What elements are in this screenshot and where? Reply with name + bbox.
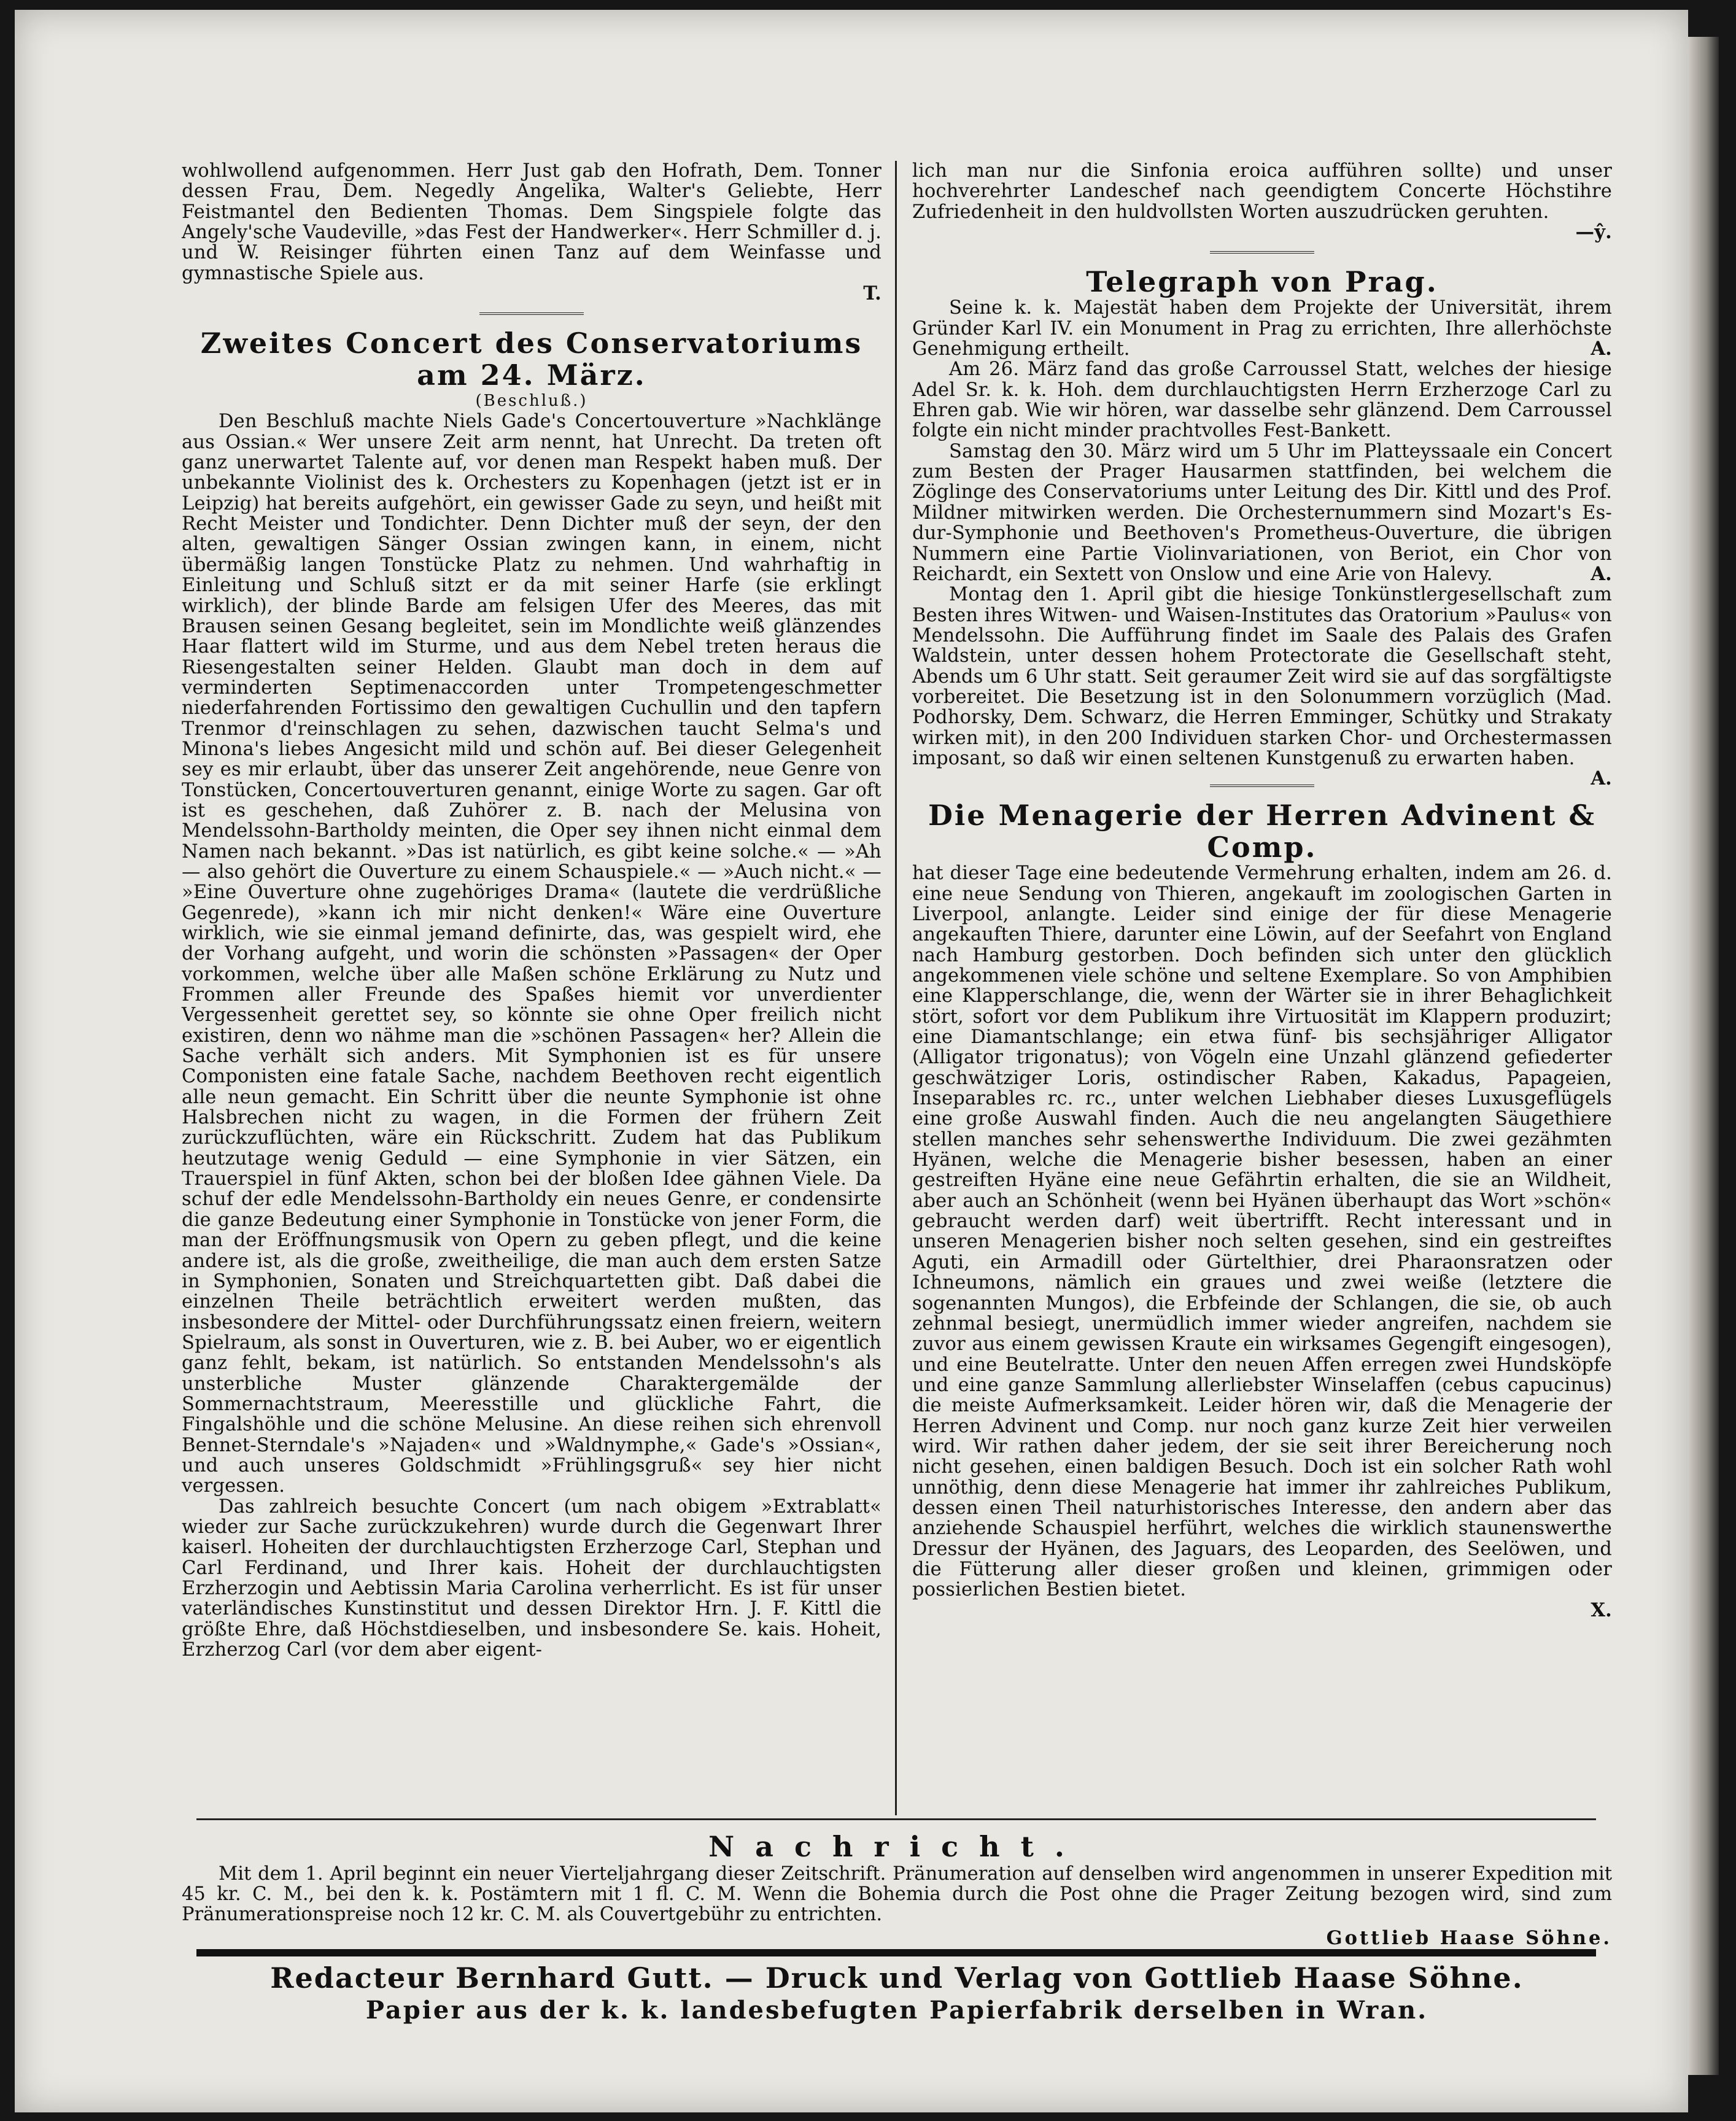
next-page-edge <box>1688 37 1719 2075</box>
notice-text: Mit dem 1. April beginnt ein neuer Vierteljahrgang dieser Zeitschrift. Pränumeration auf denselben wird angenommen in unserer Expedition mit 45 kr. C. M., bei den k. k. Postämtern mit 1 fl. C. M. Wenn die Bohemia durch die Post ohne die Prager Zeitung bezogen wird, sind zum Pränumerationspreise noch 12 kr. C. M. als Couvertgebühr zu entrichten. <box>182 1863 1612 1925</box>
notice-rule <box>196 1818 1596 1820</box>
left-column <box>182 161 882 1660</box>
section-rule <box>1210 251 1314 255</box>
concert-paragraph: Den Beschluß machte Niels Gade's Concertouverture »Nachklänge aus Ossian.« Wer unsere Zeit arm nennt, hat Unrecht. Da treten oft ganz unerwartet Talente auf, vor denen man Respekt haben muß. Der unbekannte Violinist des k. Orchesters zu Kopenhagen (jetzt ist er in Leipzig) hat bereits aufgehört, ein gewisser Gade zu seyn, und heißt mit Recht Meister und Tondichter. Denn Dichter muß der seyn, der den alten, gewaltigen Sänger Ossian zwingen kann, in einem, nicht übermäßig langen Tonstücke Platz zu nehmen. Und wahrhaftig in Einleitung und Schluß sitzt er da mit seiner Harfe (sie erklingt wirklich), der blinde Barde am felsigen Ufer des Meeres, das mit Brausen seinen Gesang begleitet, sein im Mondlichte weiß glänzendes Haar flattert wild im Sturme, und aus dem Nebel treten heraus die Riesengestalten seiner Helden. Glaubt man doch in dem auf verminderten Septimenaccorden unter Trompetengeschmetter niederfahrenden Fortissimo den gewaltigen Cuchullin und den tapfern Trenmor d'reinschlagen zu sehen, dazwischen taucht Selma's und Minona's liebes Angesicht mild und schön auf. Bei dieser Gelegenheit sey es mir erlaubt, über das unserer Zeit angehörende, neue Genre von Tonstücken, Concertouverturen genannt, einige Worte zu sagen. Gar oft ist es geschehen, daß Zuhörer z. B. nach der Melusina von Mendelssohn-Bartholdy meinten, die Oper sey ihnen nicht einmal dem Namen nach bekannt. »Das ist natürlich, es gibt keine solche.« — »Ah — also gehört die Ouverture zu einem Schauspiele.« — »Auch nicht.« — »Eine Ouverture ohne zugehöriges Drama« (lautete die verdrüßliche Gegenrede), »kann ich mir nicht denken!« Wäre eine Ouverture wirklich, wie sie einmal jemand definirte, das, was gespielt wird, ehe der Vorhang aufgeht, und worin die schönsten »Passagen« der Oper vorkommen, welche über alle Maßen schöne Erklärung zu Nutz und Frommen aller Freunde des Spaßes hiemit vor unverdienter Vergessenheit gerettet sey, so könnte sie ohne Oper freilich nicht existiren, denn wo nähme man die »schönen Passagen« her? Allein die Sache verhält sich anders. Mit Symphonien ist es für unsere Componisten eine fatale Sache, nachdem Beethoven recht eigentlich alle neun gemacht. Ein Schritt über die neunte Symphonie ist ohne Halsbrechen nicht zu wagen, in die Formen der frühern Zeit zurückzuflüchten, wäre ein Rückschritt. Zudem hat das Publikum heutzutage wenig Geduld — eine Symphonie in vier Sätzen, ein Trauerspiel in fünf Akten, schon bei der bloßen Idee gähnen Viele. Da schuf der edle Mendelssohn-Bartholdy ein neues Genre, er condensirte die ganze Bedeutung einer Symphonie in Tonstücke von jener Form, die man der Eröffnungsmusik von Opern zu geben pflegt, und die keine andere ist, als die große, zweitheilige, die man auch dem ersten Satze in Symphonien, Sonaten und Streichquartetten gibt. Daß dabei die einzelnen Theile beträchtlich erweitert werden mußten, das insbesondere der Mittel- oder Durchführungssatz einen freiern, weitern Spielraum, als sonst in Ouverturen, wie z. B. bei Auber, wo er eigentlich ganz fehlt, bekam, ist natürlich. So entstanden Mendelssohn's als unsterbliche Muster glänzende Charaktergemälde der Sommernachtstraum, Meeresstille und glückliche Fahrt, die Fingalshöhle und die schöne Melusine. An diese reihen sich ehrenvoll Bennet-Sterndale's »Najaden« und »Waldnymphe,« Gade's »Ossian«, und auch unseres Goldschmidt »Frühlingsgruß« sey hier nicht vergessen. <box>182 411 882 1497</box>
column-divider <box>895 161 897 1815</box>
concert-article-subtitle: (Beschluß.) <box>475 392 588 411</box>
intro-signature: T. <box>863 282 882 305</box>
right-column <box>912 161 1612 1621</box>
telegraph-item-text: Am 26. März fand das große Carroussel Statt, welches der hiesige Adel Sr. k. k. Hoh. dem durchlauchtigsten Herrn Erzherzoge Carl zu Ehren gab. Wie wir hören, war dasselbe sehr glänzend. Dem Carroussel folgte ein nicht minder prachtvolles Fest-Bankett. <box>912 359 1612 442</box>
paper-note-line: Papier aus der k. k. landesbefugten Papierfabrik derselben in Wran. <box>365 1996 1428 2025</box>
continuation-paragraph: lich man nur die Sinfonia eroica aufführen sollte) und unser hochverehrter Landeschef nach geendigtem Concerte Höchstihre Zufriedenheit in den huldvollsten Worten auszudrücken geruhten. <box>912 160 1612 223</box>
continuation-signature: —ŷ. <box>1575 221 1612 244</box>
section-rule <box>479 312 584 316</box>
imprint-line: Redacteur Bernhard Gutt. — Druck und Verlag von Gottlieb Haase Söhne. <box>270 1961 1524 1995</box>
concert-article-title: Zweites Concert des Conservatoriums am 24. März. <box>200 327 863 392</box>
telegraph-item <box>912 298 1612 359</box>
menagerie-title: Die Menagerie der Herren Advinent & Comp. <box>928 799 1597 864</box>
section-rule <box>1210 785 1314 788</box>
telegraph-title: Telegraph von Prag. <box>1086 265 1438 299</box>
telegraph-item <box>912 359 1612 441</box>
menagerie-paragraph: hat dieser Tage eine bedeutende Vermehrung erhalten, indem am 26. d. eine neue Sendung von Thieren, angekauft im zoologischen Garten in Liverpool, anlangte. Leider sind einige der für diese Menagerie angekauften Thiere, darunter eine Löwin, auf der Seefahrt von England nach Hamburg gestorben. Doch befinden sich unter den glücklich angekommenen viele schöne und seltene Exemplare. So von Amphibien eine Klapperschlange, die, wenn der Wärter sie in ihrer Behaglichkeit stört, sofort vor dem Publikum ihre Virtuosität im Klappern produzirt; eine Diamantschlange; ein etwa fünf- bis sechsjähriger Alligator (Alligator trigonatus); von Vögeln eine Unzahl glänzend gefiederter geschwätziger Loris, ostindischer Raben, Kakadus, Papageien, Inseparables rc. rc., unter welchen Liebhaber dieses Luxusgeflügels eine große Auswahl finden. Auch die neu angelangten Säugethiere stellen manches sehr sehenswerthe Individuum. Die zwei gezähmten Hyänen, welche die Menagerie bisher besessen, haben an einer gestreiften Hyäne eine neue Gefährtin erhalten, die sie an Wildheit, aber auch an Schönheit (wenn bei Hyänen überhaupt das Wort »schön« gebraucht werden darf) weit übertrifft. Recht interessant und in unseren Menagerien bisher noch selten gesehen, sind ein gestreiftes Aguti, ein Armadill oder Gürtelthier, drei Pharaonsratzen oder Ichneumons, nämlich ein graues und zwei weiße (letztere die sogenannten Mungos), die Erbfeinde der Schlangen, die sie, ob auch zehnmal besiegt, unermüdlich immer wieder angreifen, nachdem sie zuvor aus einem gewissen Kraute ein wirksames Gegengift eingesogen), und eine Beutelratte. Unter den neuen Affen erregen zwei Hundsköpfe und eine ganze Sammlung allerliebster Winselaffen (cebus capucinus) die meiste Aufmerksamkeit. Leider hören wir, daß die Menagerie der Herren Advinent und Comp. nur noch ganz kurze Zeit hier verweilen wird. Wir rathen daher jedem, der sie seit ihrer Bereicherung noch nicht gesehen, einen baldigen Besuch. Doch ist ein solcher Rath wohl unnöthig, denn diese Menagerie hat immer ihr zahlreiches Publikum, dessen einen Theil naturhistorisches Interesse, den andern aber das anziehende Schauspiel herführt, welches die wirklich staunenswerthe Dressur der Hyänen, des Jaguars, des Leoparden, des Seelöwen, und die Fütterung aller dieser großen und kleinen, grimmigen oder possierlichen Bestien bietet. <box>912 863 1612 1601</box>
telegraph-item <box>912 584 1612 790</box>
telegraph-item-text: Seine k. k. Majestät haben dem Projekte der Universität, ihrem Gründer Karl IV. ein Monument in Prag zu errichten, Ihre allerhöchste Genehmigung ertheilt. <box>912 297 1612 360</box>
notice-signature: Gottlieb Haase Söhne. <box>1326 1927 1612 1949</box>
notice-box <box>182 1829 1612 1948</box>
intro-paragraph: wohlwollend aufgenommen. Herr Just gab den Hofrath, Dem. Tonner dessen Frau, Dem. Negedly Angelika, Walter's Geliebte, Herr Feistmantel den Bedienten Thomas. Dem Singspiele folgte das Angely'sche Vaudeville, »das Fest der Handwerker«. Herr Schmiller d. j. und W. Reisinger führten einen Tanz auf dem Weinfasse und gymnastische Spiele aus. <box>182 160 882 284</box>
concert-paragraph: Das zahlreich besuchte Concert (um nach obigem »Extrablatt« wieder zur Sache zurückzukehren) wurde durch die Gegenwart Ihrer kaiserl. Hoheiten der durchlauchtigsten Erzherzoge Carl, Stephan und Carl Ferdinand, und Ihrer kais. Hoheit der durchlauchtigsten Erzherzogin und Aebtissin Maria Carolina verherrlicht. Es ist für unser vaterländisches Kunstinstitut und dessen Direktor Hrn. J. F. Kittl die größte Ehre, daß Höchstdieselben, und insbesondere Se. kais. Hoheit, Erzherzog Carl (vor dem aber eigent- <box>182 1495 882 1661</box>
notice-title: Nachricht. <box>708 1830 1085 1863</box>
telegraph-item-signature: A. <box>1591 767 1612 790</box>
telegraph-item <box>912 441 1612 584</box>
telegraph-item-signature: A. <box>1591 562 1612 585</box>
telegraph-item-text: Samstag den 30. März wird um 5 Uhr im Platteyssaale ein Concert zum Besten der Prager Hausarmen stattfinden, bei welchem die Zöglinge des Conservatoriums unter Leitung des Dir. Kittl und des Prof. Mildner mitwirken werden. Die Orchesternummern sind Mozart's Es-dur-Symphonie und Beethoven's Prometheus-Ouverture, die übrigen Nummern eine Partie Violinvariationen, von Beriot, ein Chor von Reichardt, ein Sextett von Onslow und eine Arie von Halevy. <box>912 440 1612 585</box>
footer-double-rule <box>196 1949 1596 1956</box>
menagerie-signature: X. <box>1591 1599 1612 1621</box>
telegraph-item-text: Montag den 1. April gibt die hiesige Tonkünstlergesellschaft zum Besten ihres Witwen- und Waisen-Institutes das Oratorium »Paulus« von Mendelssohn. Die Aufführung findet im Saale des Palais des Grafen Waldstein, unter dessen hohem Protectorate die Gesellschaft steht, Abends um 6 Uhr statt. Seit geraumer Zeit wird sie auf das sorgfältigste vorbereitet. Die Besetzung ist in den Solonummern vorzüglich (Mad. Podhorsky, Dem. Schwarz, die Herren Emminger, Schütky und Strakaty wirken mit), in den 200 Individuen starken Chor- und Orchestermassen imposant, so daß wir einen seltenen Kunstgenuß zu erwarten haben. <box>912 584 1612 769</box>
telegraph-item-signature: A. <box>1591 338 1612 360</box>
